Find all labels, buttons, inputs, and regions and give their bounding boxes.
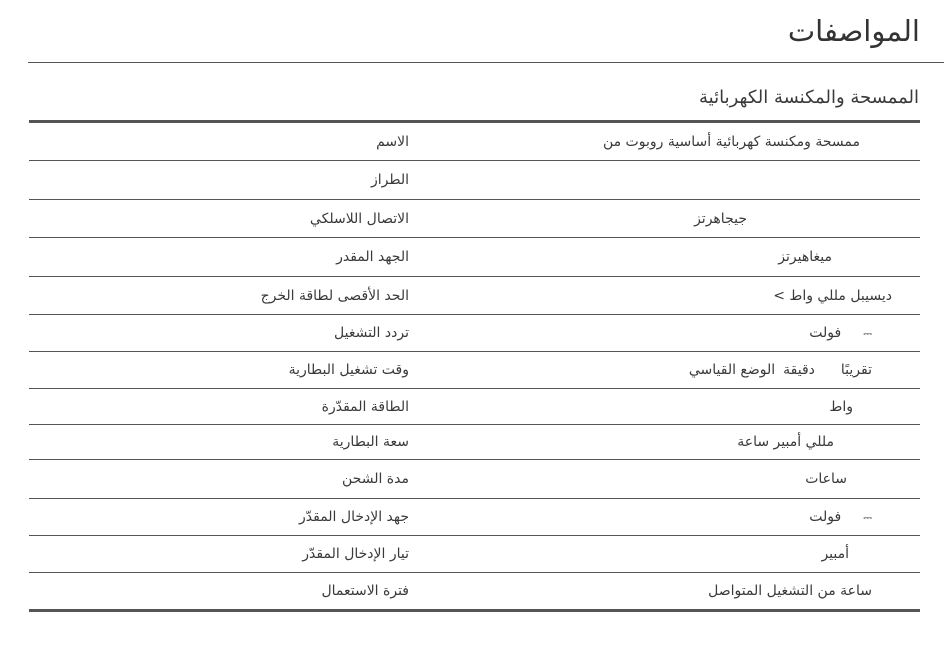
spec-value-usage-period: ساعة من التشغيل المتواصل (708, 583, 872, 599)
spec-label-rated-power: الطاقة المقدّرة (29, 389, 493, 425)
spec-value-text: فولت (809, 325, 842, 341)
table-row (29, 161, 920, 200)
spec-label-wireless: الاتصال اللاسلكي (29, 200, 493, 238)
table-row (29, 277, 920, 315)
spec-value-name: ممسحة ومكنسة كهربائية أساسية روبوت من (493, 122, 920, 161)
spec-label-battery-capacity: سعة البطارية (29, 425, 493, 460)
page-title: المواصفات (787, 14, 920, 48)
table-row (29, 536, 920, 573)
spec-value-text: فولت (809, 509, 842, 525)
spec-label-input-voltage: جهد الإدخال المقدّر (29, 499, 493, 536)
title-divider (28, 62, 944, 63)
table-row (29, 499, 920, 536)
table-row (29, 425, 920, 460)
table-row (29, 389, 920, 425)
table-row (29, 122, 920, 161)
table-row (29, 573, 920, 611)
specifications-table (29, 120, 920, 612)
table-row (29, 200, 920, 238)
spec-value-battery-capacity: مللي أمبير ساعة (493, 425, 920, 460)
spec-label-battery-runtime: وقت تشغيل البطارية (29, 352, 493, 389)
unit-symbol: ⎓ (863, 511, 872, 524)
spec-value-rated-voltage: ميغاهيرتز (493, 238, 920, 277)
section-title: الممسحة والمكنسة الكهربائية (699, 87, 919, 108)
unit-symbol: ⎓ (863, 327, 872, 340)
spec-label-max-output: الحد الأقصى لطاقة الخرج (29, 277, 493, 315)
spec-label-model: الطراز (29, 161, 493, 200)
spec-value-wireless: جيجاهرتز (493, 200, 920, 238)
spec-label-name: الاسم (29, 122, 493, 161)
table-row (29, 238, 920, 277)
spec-value-frequency (493, 315, 920, 352)
table-row (29, 315, 920, 352)
spec-label-frequency: تردد التشغيل (29, 315, 493, 352)
spec-value-part: الوضع القياسي (688, 362, 776, 378)
spec-value-input-voltage (493, 499, 920, 536)
spec-label-rated-voltage: الجهد المقدر (29, 238, 493, 277)
spec-value-charging-time: ساعات (493, 460, 920, 499)
spec-label-charging-time: مدة الشحن (29, 460, 493, 499)
spec-label-input-current: تيار الإدخال المقدّر (29, 536, 493, 573)
spec-value-part: تقريبًا (840, 362, 872, 378)
spec-value-rated-power: واط (493, 389, 920, 425)
table-row (29, 352, 920, 389)
spec-label-usage-period: فترة الاستعمال (321, 583, 409, 599)
spec-value-model (493, 161, 920, 200)
spec-value-battery-runtime (493, 352, 920, 389)
spec-value-max-output: ديسيبل مللي واط > (493, 277, 920, 315)
spec-value-input-current: أمبير (493, 536, 920, 573)
spec-value-part: دقيقة (783, 362, 815, 378)
table-row (29, 460, 920, 499)
